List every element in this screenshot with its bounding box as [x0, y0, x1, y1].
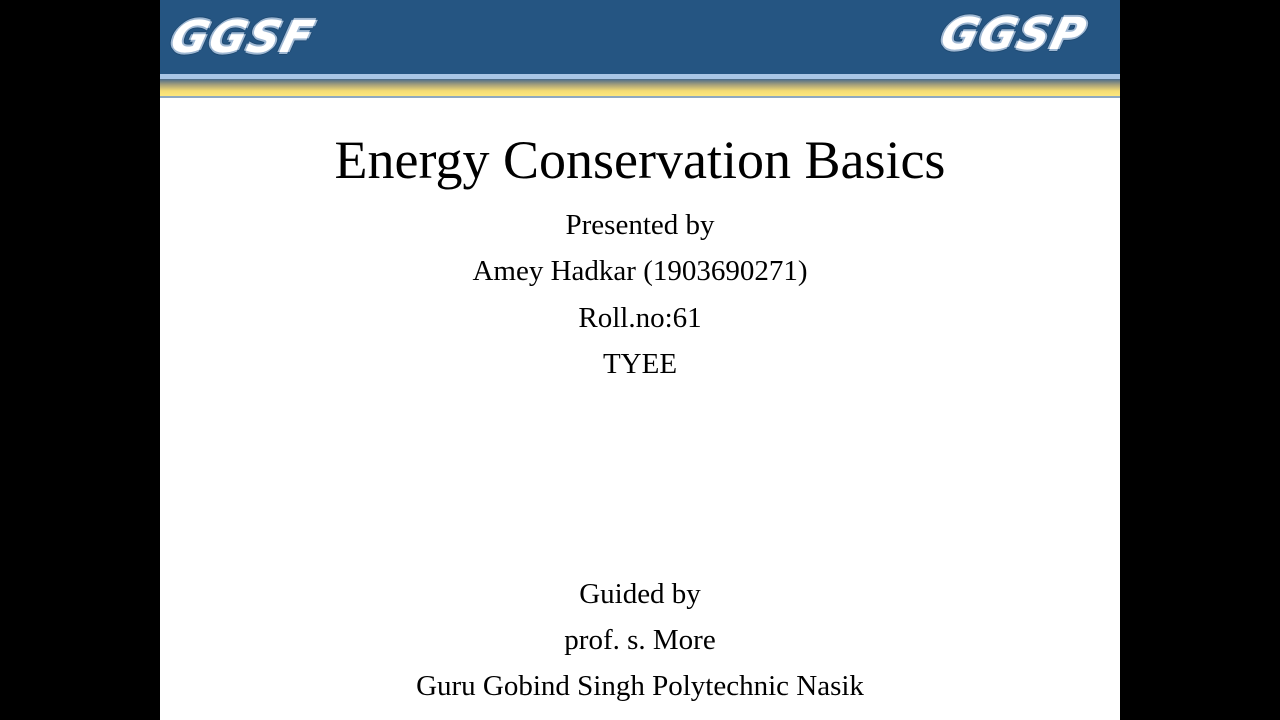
- slide: [160, 0, 1120, 720]
- ggsf-logo: GGSF: [165, 12, 321, 63]
- slide-title: Energy Conservation Basics: [334, 130, 946, 190]
- roll-number: Roll.no:61: [578, 302, 702, 334]
- institution-name: Guru Gobind Singh Polytechnic Nasik: [416, 670, 864, 702]
- header-banner: [160, 0, 1120, 98]
- guided-by-label: Guided by: [579, 578, 701, 610]
- presented-by-label: Presented by: [565, 209, 715, 241]
- guide-name: prof. s. More: [564, 624, 716, 656]
- ggsp-logo: GGSP: [935, 9, 1093, 60]
- presenter-name: Amey Hadkar (1903690271): [472, 255, 808, 287]
- class-name: TYEE: [602, 348, 678, 380]
- banner-bottom-edge: [160, 96, 1120, 98]
- banner-yellow-gradient: [160, 79, 1120, 96]
